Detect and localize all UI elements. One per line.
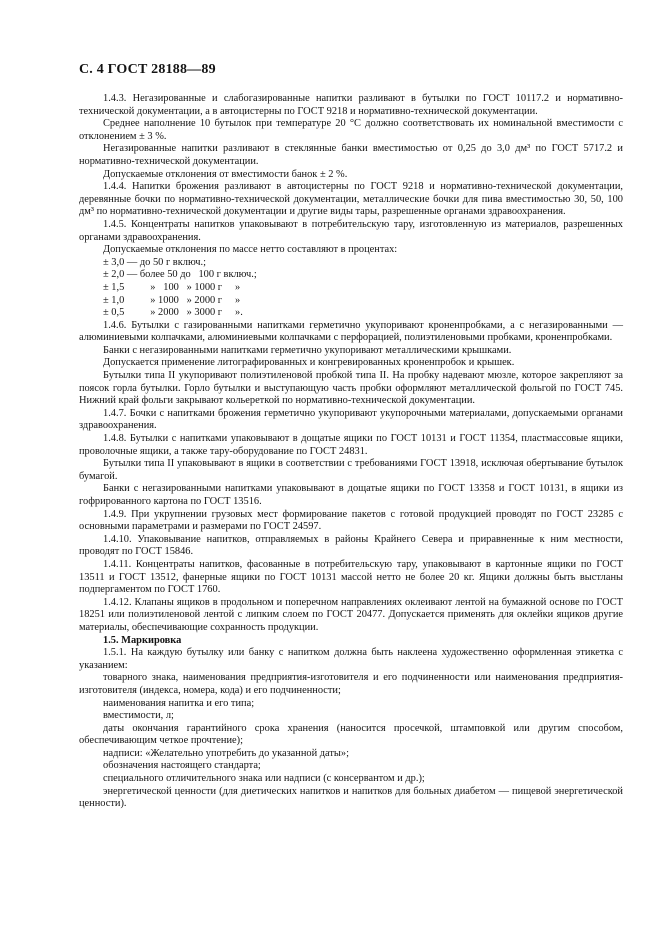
paragraph: Среднее наполнение 10 бутылок при температуре 20 °С должно соответствовать их номинальной вместимости с отклонением ± 3 %. (79, 118, 623, 142)
paragraph: Банки с негазированными напитками герметично укупоривают металлическими крышками. (103, 344, 512, 356)
label-item: вместимости, л; (103, 710, 174, 722)
paragraph-1-4-12: 1.4.12. Клапаны ящиков в продольном и поперечном направлениях оклеивают лентой на бумажной основе по ГОСТ 18251 или полиэтиленовой лентой с липким слоем по ГОСТ 20477. Допускается применять для оклейки ящиков другие материалы, обеспечивающие сохранность продукции. (79, 596, 623, 633)
paragraph: Допускаемые отклонения от вместимости банок ± 2 %. (103, 168, 348, 180)
paragraph: Банки с негазированными напитками упаковывают в дощатые ящики по ГОСТ 13358 и ГОСТ 10131, в ящики из гофрированного картона по ГОСТ 13516. (79, 483, 623, 507)
paragraph: Допускается применение литографированных и конгревированных кроненпробок и крышек. (103, 357, 515, 369)
label-item: товарного знака, наименования предприятия-изготовителя и его подчиненности или наименования предприятия-изготовителя (индекса, номера, кода) и его подчиненности; (79, 672, 623, 696)
paragraph: Бутылки типа II укупоривают полиэтиленовой пробкой типа II. На пробку надевают мюзле, которое закрепляют за поясок горла бутылки. Горло бутылки и выступающую часть пробки оформляют металлической фольгой по ГОСТ 745. Нижний край фольги закрывают кольереткой по нормативно-технической документации. (79, 370, 623, 407)
section-heading-marking: 1.5. Маркировка (103, 634, 182, 646)
tolerance-item: ± 0,5 » 2000 » 3000 г ». (103, 307, 243, 319)
paragraph-1-4-9: 1.4.9. При укрупнении грузовых мест формирование пакетов с готовой продукцией проводят по ГОСТ 23285 с основными параметрами и размерами по ГОСТ 24597. (79, 508, 623, 533)
paragraph-1-4-8: 1.4.8. Бутылки с напитками упаковывают в дощатые ящики по ГОСТ 10131 и ГОСТ 11354, пластмассовые ящики, проволочные ящики, а также тару-оборудование по ГОСТ 24831. (79, 433, 623, 457)
paragraph: Допускаемые отклонения по массе нетто составляют в процентах: (103, 244, 398, 256)
label-item: наименования напитка и его типа; (103, 697, 255, 709)
label-item: энергетической ценности (для диетических напитков и напитков для больных диабетом — пищевой энергетической ценности). (79, 785, 623, 810)
tolerance-item: ± 1,0 » 1000 » 2000 г » (103, 294, 241, 306)
label-item: специального отличительного знака или надписи (с консервантом и др.); (103, 773, 425, 785)
label-item: обозначения настоящего стандарта; (103, 760, 261, 772)
label-item: надписи: «Желательно употребить до указанной даты»; (103, 747, 350, 759)
tolerance-item: ± 3,0 — до 50 г включ.; (103, 256, 207, 268)
paragraph-1-4-10: 1.4.10. Упаковывание напитков, отправляемых в районы Крайнего Севера и приравненные к ним местности, проводят по ГОСТ 15846. (79, 533, 623, 558)
page-header: С. 4 ГОСТ 28188—89 (79, 62, 216, 77)
paragraph-1-4-11: 1.4.11. Концентраты напитков, фасованные в потребительскую тару, упаковывают в картонные ящики по ГОСТ 13511 и ГОСТ 13512, фанерные ящики по ГОСТ 10131 массой нетто не более 20 кг. Ящики должны быть выстланы подпергаментом по ГОСТ 1760. (79, 558, 623, 596)
paragraph-1-4-3: 1.4.3. Негазированные и слабогазированные напитки разливают в бутылки по ГОСТ 10117.2 и нормативно-технической документации, а в автоцистерны по ГОСТ 9218 и нормативно-технической документации. (79, 93, 623, 117)
document-body (79, 93, 623, 811)
paragraph-1-4-5: 1.4.5. Концентраты напитков упаковывают в потребительскую тару, изготовленную из материалов, разрешенных органами здравоохранения. (79, 218, 623, 243)
paragraph-1-4-4: 1.4.4. Напитки брожения разливают в автоцистерны по ГОСТ 9218 и нормативно-технической документации, деревянные бочки по нормативно-технической документации, металлические бочки для пива вместимостью 30, 50, 100 дм³ по нормативно-технической документации и другие виды тары, разрешенные органами здравоохранения. (79, 181, 623, 218)
paragraph-1-4-7: 1.4.7. Бочки с напитками брожения герметично укупоривают укупорочными материалами, допускаемыми органами здравоохранения. (79, 407, 623, 432)
paragraph: Бутылки типа II упаковывают в ящики в соответствии с требованиями ГОСТ 13918, исключая обертывание бутылок бумагой. (79, 458, 623, 482)
paragraph-1-4-6: 1.4.6. Бутылки с газированными напитками герметично укупоривают кроненпробками, а с негазированными — алюминиевыми колпачками, алюминиевыми колпачками с перфорацией, полиэтиленовыми пробками, кроненпробками. (79, 319, 623, 344)
paragraph: Негазированные напитки разливают в стеклянные банки вместимостью от 0,25 до 3,0 дм³ по ГОСТ 5717.2 и нормативно-технической документации. (79, 143, 623, 167)
tolerance-item: ± 2,0 — более 50 до 100 г включ.; (103, 269, 257, 281)
tolerance-item: ± 1,5 » 100 » 1000 г » (103, 281, 241, 293)
paragraph-1-5-1: 1.5.1. На каждую бутылку или банку с напитком должна быть наклеена художественно оформленная этикетка с указанием: (79, 647, 623, 671)
label-item: даты окончания гарантийного срока хранения (наносится просечкой, штамповкой или другим способом, обеспечивающим четкое прочтение); (79, 722, 623, 747)
